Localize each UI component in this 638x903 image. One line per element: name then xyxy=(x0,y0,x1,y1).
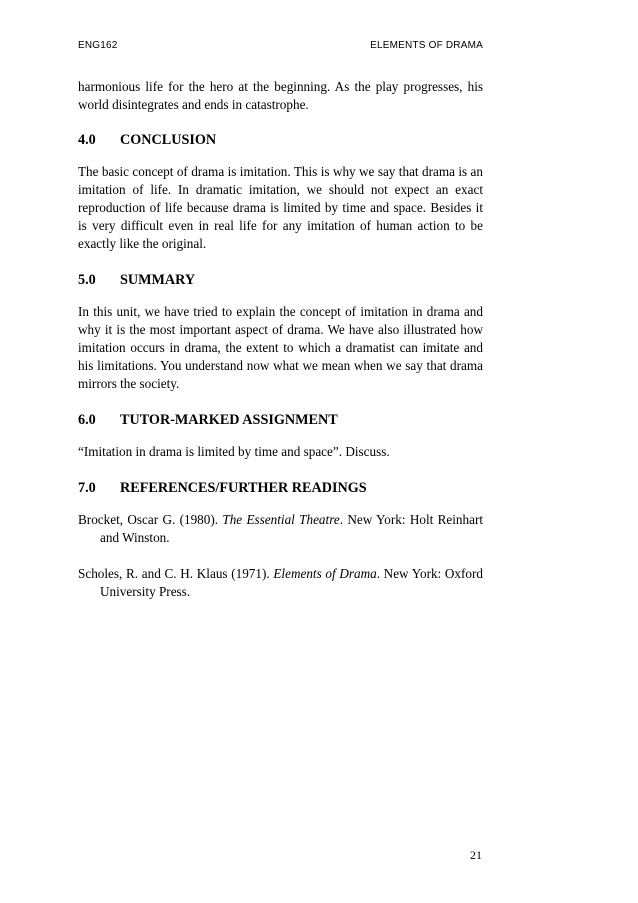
page-number: 21 xyxy=(470,848,482,862)
section-title: SUMMARY xyxy=(120,272,196,288)
reference-publisher: . New York: Oxford University Press. xyxy=(100,566,483,599)
section-number: 5.0 xyxy=(78,272,96,288)
course-code: ENG162 xyxy=(78,40,118,51)
intro-paragraph: harmonious life for the hero at the beginning. As the play progresses, his world disintegrates and ends in catastrophe. xyxy=(78,79,483,112)
summary-paragraph: In this unit, we have tried to explain the concept of imitation in drama and why it is the most important aspect of drama. We have also illustrated how imitation occurs in drama, the extent to which a dramatist can imitate and his limitations. You understand now what we mean when we say that drama mirrors the society. xyxy=(78,304,483,391)
section-title: REFERENCES/FURTHER READINGS xyxy=(120,480,367,496)
reference-item xyxy=(78,565,483,601)
section-heading-conclusion xyxy=(78,131,483,149)
section-number: 4.0 xyxy=(78,132,96,148)
section-number: 6.0 xyxy=(78,412,96,428)
conclusion-paragraph: The basic concept of drama is imitation. This is why we say that drama is an imitation of life. In dramatic imitation, we should not expect an exact reproduction of life because drama is limited by time and space. Besides it is very difficult even in real life for any imitation of human action to be exactly like the original. xyxy=(78,164,483,251)
section-title: CONCLUSION xyxy=(120,132,217,148)
section-heading-assignment xyxy=(78,411,483,429)
reference-title: Elements of Drama xyxy=(273,566,377,581)
page-body xyxy=(78,78,483,601)
reference-item xyxy=(78,511,483,547)
reference-author: Scholes, R. and C. H. Klaus (1971). xyxy=(78,566,274,581)
reference-title: The Essential Theatre xyxy=(222,512,340,527)
assignment-paragraph: “Imitation in drama is limited by time and space”. Discuss. xyxy=(78,444,390,459)
section-title: TUTOR-MARKED ASSIGNMENT xyxy=(120,412,338,428)
section-heading-summary xyxy=(78,271,483,289)
section-heading-references xyxy=(78,479,483,497)
section-number: 7.0 xyxy=(78,480,96,496)
course-title: ELEMENTS OF DRAMA xyxy=(370,40,483,51)
reference-publisher: . New York: Holt Reinhart and Winston. xyxy=(100,512,484,545)
running-header xyxy=(78,40,483,56)
reference-author: Brocket, Oscar G. (1980). xyxy=(78,512,223,527)
